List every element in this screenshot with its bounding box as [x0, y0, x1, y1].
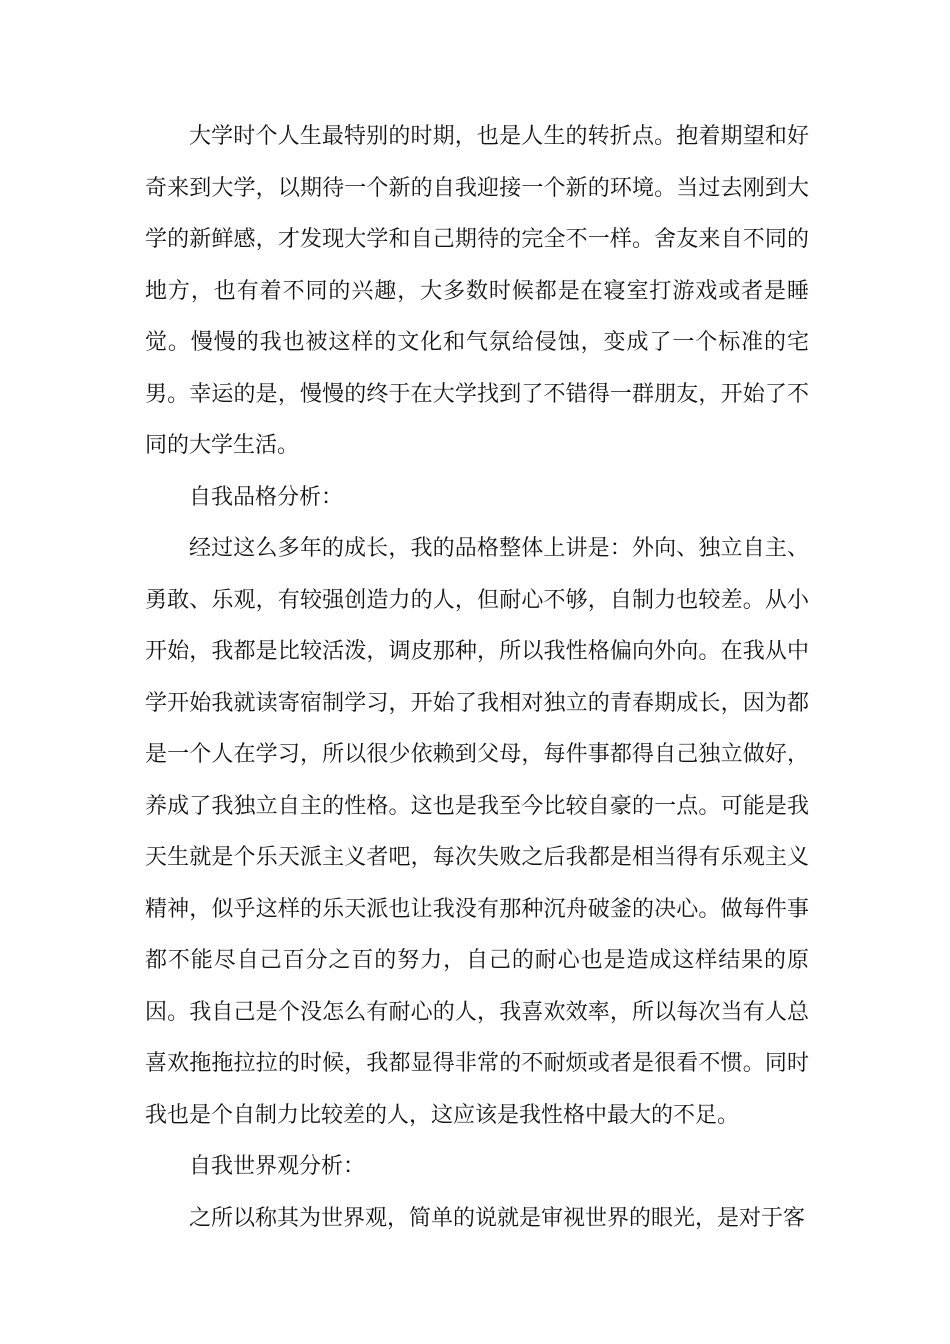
paragraph-university-life: 大学时个人生最特别的时期，也是人生的转折点。抱着期望和好奇来到大学，以期待一个新的自我迎接一个新的环境。当过去刚到大学的新鲜感，才发现大学和自己期待的完全不一样。舍友来自不同的地方，也有着不同的兴趣，大多数时候都是在寝室打游戏或者是睡觉。慢慢的我也被这样的文化和气氛给侵蚀，变成了一个标准的宅男。幸运的是，慢慢的终于在大学找到了不错得一群朋友，开始了不同的大学生活。 — [145, 124, 809, 458]
paragraph-character-analysis: 经过这么多年的成长，我的品格整体上讲是：外向、独立自主、勇敢、乐观，有较强创造力的人，但耐心不够，自制力也较差。从小开始，我都是比较活泼，调皮那种，所以我性格偏向外向。在我从中学开始我就读寄宿制学习，开始了我相对独立的青春期成长，因为都是一个人在学习，所以很少依赖到父母，每件事都得自己独立做好，养成了我独立自主的性格。这也是我至今比较自豪的一点。可能是我天生就是个乐天派主义者吧，每次失败之后我都是相当得有乐观主义精神，似乎这样的乐天派也让我没有那种沉舟破釜的决心。做每件事都不能尽自己百分之百的努力，自己的耐心也是造成这样结果的原因。我自己是个没怎么有耐心的人，我喜欢效率，所以每次当有人总喜欢拖拖拉拉的时候，我都显得非常的不耐烦或者是很看不惯。同时我也是个自制力比较差的人，这应该是我性格中最大的不足。 — [145, 536, 809, 1128]
heading-character-analysis: 自我品格分析： — [189, 484, 344, 510]
heading-worldview-analysis: 自我世界观分析： — [189, 1154, 366, 1179]
paragraph-worldview-analysis: 之所以称其为世界观，简单的说就是审视世界的眼光，是对于客 — [189, 1205, 806, 1231]
document-body — [145, 111, 809, 1244]
